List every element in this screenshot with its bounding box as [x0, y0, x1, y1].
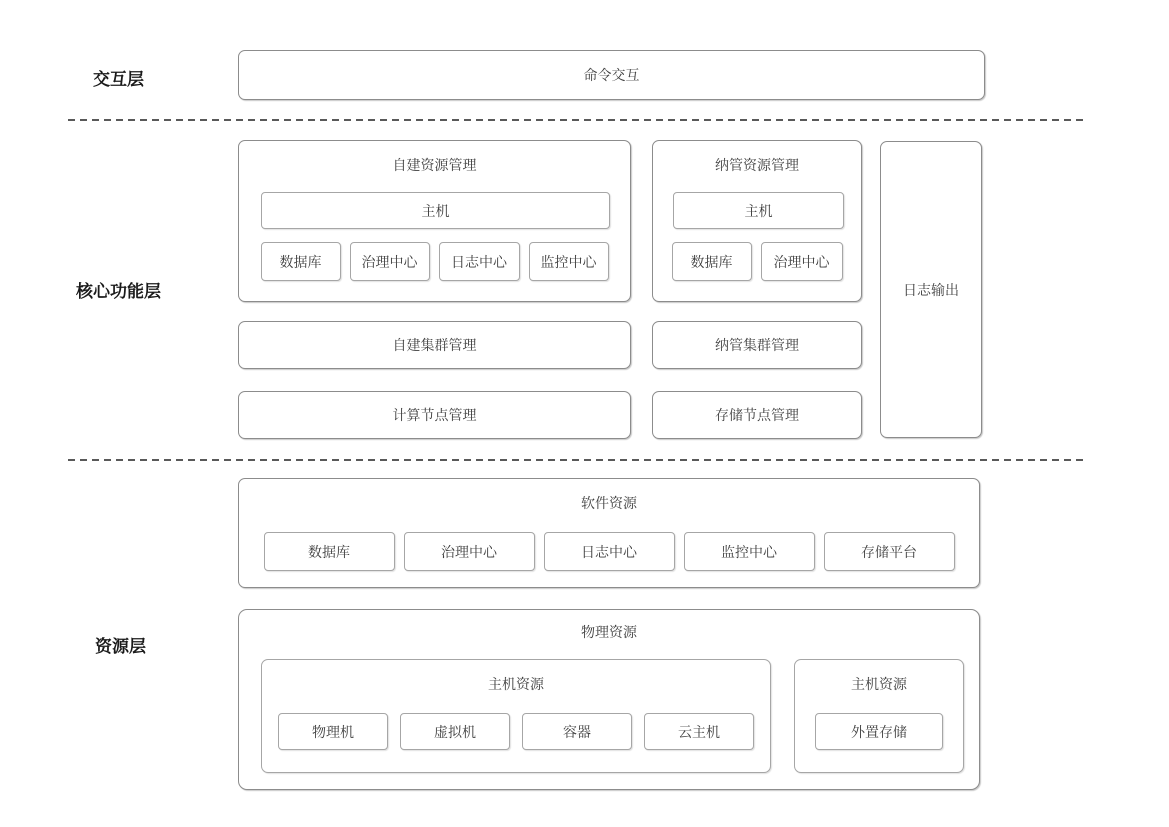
box-storage-platform: 存储平台: [824, 532, 955, 571]
group-physical-resource: [238, 609, 980, 790]
group-host-resource-left: [261, 659, 771, 773]
box-log-center: 日志中心: [544, 532, 675, 571]
box-database: 数据库: [264, 532, 395, 571]
group-managed-resource-mgmt: [652, 140, 862, 302]
box-physical-machine: 物理机: [278, 713, 388, 750]
group-software-resource: [238, 478, 980, 588]
box-host-managed: 主机: [673, 192, 844, 229]
group-host-resource-right: [794, 659, 964, 773]
group-host-resource-left-title: 主机资源: [488, 676, 544, 692]
box-governance-center: 治理中心: [761, 242, 843, 281]
layer-label-core: 核心功能层: [76, 282, 161, 301]
box-log-center: 日志中心: [439, 242, 520, 281]
group-self-built-title: 自建资源管理: [392, 157, 477, 173]
divider-dashed-top: [68, 119, 1086, 121]
box-monitor-center: 监控中心: [529, 242, 609, 281]
box-self-built-cluster-mgmt: 自建集群管理: [238, 321, 631, 369]
group-host-resource-right-title: 主机资源: [851, 676, 907, 692]
group-software-title: 软件资源: [581, 495, 637, 511]
layer-label-interaction: 交互层: [93, 70, 144, 89]
box-governance-center: 治理中心: [350, 242, 430, 281]
box-container: 容器: [522, 713, 632, 750]
box-governance-center: 治理中心: [404, 532, 535, 571]
box-cloud-host: 云主机: [644, 713, 754, 750]
box-storage-node-mgmt: 存储节点管理: [652, 391, 862, 439]
layer-label-resource: 资源层: [95, 637, 146, 656]
box-compute-node-mgmt: 计算节点管理: [238, 391, 631, 439]
divider-dashed-bottom: [68, 459, 1086, 461]
group-managed-title: 纳管资源管理: [715, 157, 799, 173]
box-monitor-center: 监控中心: [684, 532, 815, 571]
box-database: 数据库: [261, 242, 341, 281]
box-database: 数据库: [672, 242, 752, 281]
group-self-built-resource-mgmt: [238, 140, 631, 302]
group-physical-title: 物理资源: [581, 624, 637, 640]
box-managed-cluster-mgmt: 纳管集群管理: [652, 321, 862, 369]
box-virtual-machine: 虚拟机: [400, 713, 510, 750]
command-interaction-box: 命令交互: [238, 50, 985, 100]
box-log-output: 日志输出: [880, 141, 982, 438]
box-external-storage: 外置存储: [815, 713, 943, 750]
box-host-self-built: 主机: [261, 192, 610, 229]
